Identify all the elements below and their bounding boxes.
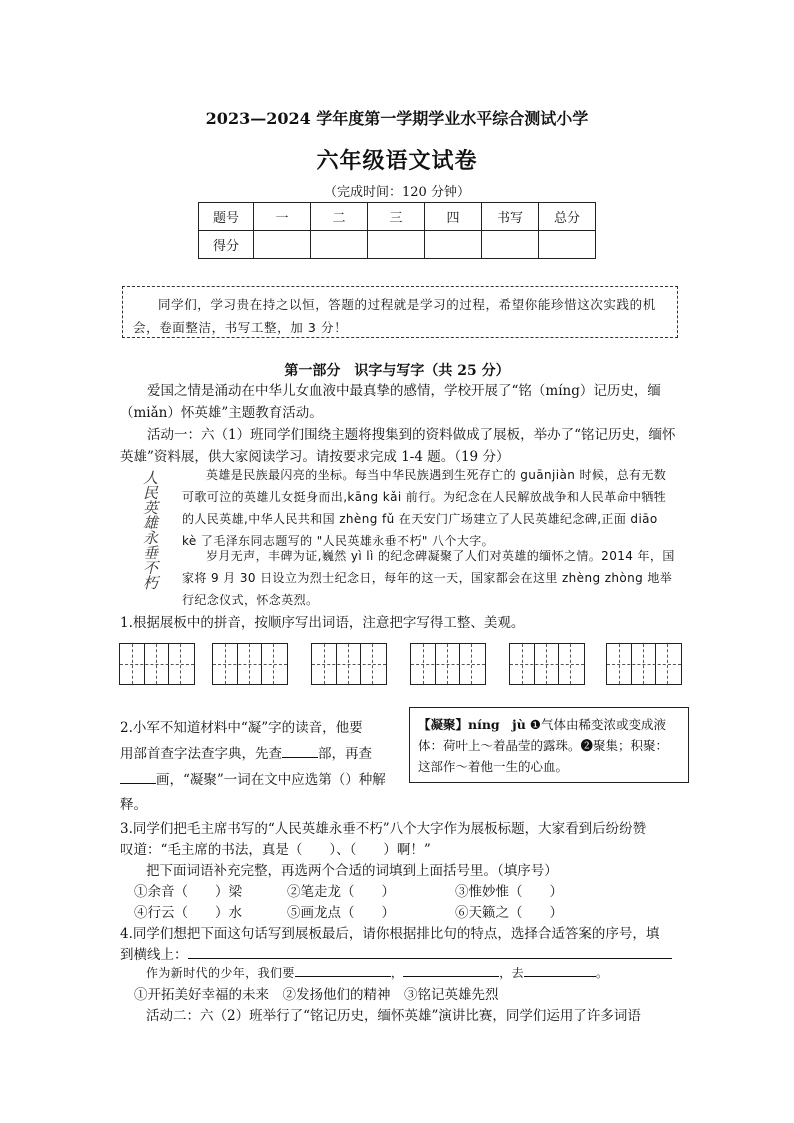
- dictionary-head: 【凝聚】níng jù: [418, 717, 526, 732]
- score-cell: 总分: [539, 203, 596, 231]
- exam-subtitle: 六年级语文试卷: [316, 148, 478, 174]
- score-input-cell[interactable]: [539, 231, 596, 259]
- score-cell: 题号: [199, 203, 254, 231]
- board-paragraph-2: 岁月无声，丰碑为证,巍然 yì lì 的纪念碑凝聚了人们对英雄的缅怀之情。2014 年，国家将 9 月 30 日设立为烈士纪念日，每年的这一天，国家都会在这里 zhèng zhòng 地举行纪念仪式，怀念英烈。: [182, 549, 675, 607]
- question-2-line-1: 2.小军不知道材料中“凝”字的读音，他要: [120, 720, 363, 736]
- notice-box: [122, 286, 678, 338]
- q4-text: 。: [596, 966, 609, 980]
- score-input-cell[interactable]: [311, 231, 368, 259]
- score-cell: 书写: [482, 203, 539, 231]
- score-input-cell[interactable]: [482, 231, 539, 259]
- q2-text: 部，再查: [318, 746, 372, 762]
- score-table-score-row: [199, 231, 596, 259]
- question-4-sentence: [146, 962, 608, 984]
- score-table: [198, 202, 596, 259]
- section-heading: 第一部分 识字与写字（共 25 分）: [284, 363, 510, 379]
- writing-grid[interactable]: [606, 643, 682, 685]
- calligraphy-text: 人民英雄永垂不朽: [141, 470, 159, 590]
- q2-text: 用部首查字法查字典，先查: [120, 746, 282, 762]
- dictionary-definition: ❶气体由稀变浓或变成液体：荷叶上～着晶莹的露珠。❷聚集；积聚：这部作～着他一生的心血。: [418, 717, 669, 774]
- question-3-line-1: 3.同学们把毛主席书写的“人民英雄永垂不朽”八个大字作为展板标题，大家看到后纷纷赞: [120, 821, 647, 837]
- sentence-blank[interactable]: [524, 962, 596, 977]
- question-3-line-2: 叹道：“毛主席的书法，真是（ ）、（ ）啊！”: [120, 842, 431, 858]
- q2-text: ）种解: [345, 772, 386, 788]
- exam-time: （完成时间：120 分钟）: [324, 185, 470, 200]
- dictionary-entry-box: [409, 707, 689, 783]
- q3-option[interactable]: ⑥天籁之（ ）: [455, 905, 563, 921]
- score-cell: 得分: [199, 231, 254, 259]
- question-4-options: ①开拓美好幸福的未来 ②发扬他们的精神 ③铭记英雄先烈: [134, 987, 499, 1003]
- exam-header-title: 2023—2024 学年度第一学期学业水平综合测试小学: [205, 109, 589, 128]
- score-cell: 一: [254, 203, 311, 231]
- activity-two-paragraph: 活动二：六（2）班举行了“铭记历史，缅怀英雄”演讲比赛，同学们运用了许多词语: [146, 1008, 641, 1024]
- q3-option[interactable]: ①余音（ ）梁: [134, 884, 242, 900]
- sentence-blank[interactable]: [295, 962, 391, 977]
- calligraphy-image: [132, 470, 168, 590]
- intro-paragraph: 爱国之情是涌动在中华儿女血液中最真挚的感情，学校开展了“铭（míng）记历史，缅（miǎn）怀英雄”主题教育活动。: [120, 383, 661, 421]
- q3-option[interactable]: ③惟妙惟（ ）: [455, 884, 563, 900]
- activity-one-paragraph: 活动一：六（1）班同学们围绕主题将搜集到的资料做成了展板，举办了“铭记历史，缅怀英雄”资料展，供大家阅读学习。请按要求完成 1-4 题。（19 分）: [120, 427, 676, 465]
- writing-grid[interactable]: [410, 643, 486, 685]
- writing-grid[interactable]: [311, 643, 387, 685]
- q4-text: ，去: [499, 966, 525, 980]
- q2-text: 画，“凝聚”一词在文中应选第（: [156, 772, 346, 788]
- stroke-count-blank[interactable]: [120, 769, 156, 784]
- board-paragraph-1: 英雄是民族最闪亮的坐标。每当中华民族遇到生死存亡的 guānjiàn 时候，总有无数可歌可泣的英雄儿女挺身而出,kāng kǎi 前行。为纪念在人民解放战争和人民革命中牺牲的人民英雄,中华人民共和国 zhèng fǔ 在天安门广场建立了人民英雄纪念碑,正面 diāo kè 了毛泽东同志题写的 "人民英雄永垂不朽" 八个大字。: [182, 468, 667, 548]
- score-input-cell[interactable]: [368, 231, 425, 259]
- q3-option[interactable]: ②笔走龙（ ）: [287, 884, 395, 900]
- question-1: 1.根据展板中的拼音，按顺序写出词语，注意把字写得工整、美观。: [120, 615, 525, 631]
- question-3-line-3: 把下面词语补充完整，再选两个合适的词填到上面括号里。（填序号）: [146, 863, 558, 879]
- dictionary-entry: [418, 714, 680, 777]
- sentence-blank[interactable]: [403, 962, 499, 977]
- question-2-line-4: 释。: [120, 797, 147, 813]
- score-input-cell[interactable]: [425, 231, 482, 259]
- q4-text: 到横线上：: [120, 947, 188, 963]
- score-table-header-row: [199, 203, 596, 231]
- calligraphy-svg: [132, 470, 168, 596]
- q4-text: ，: [390, 966, 404, 980]
- writing-grid[interactable]: [212, 643, 288, 685]
- writing-grid[interactable]: [119, 643, 195, 685]
- q3-option[interactable]: ④行云（ ）水: [134, 905, 242, 921]
- score-input-cell[interactable]: [254, 231, 311, 259]
- q3-option[interactable]: ⑤画龙点（ ）: [287, 905, 395, 921]
- score-cell: 四: [425, 203, 482, 231]
- score-cell: 三: [368, 203, 425, 231]
- question-2-line-3: [120, 768, 386, 788]
- score-cell: 二: [311, 203, 368, 231]
- radical-blank[interactable]: [282, 743, 318, 758]
- question-4-line-2: [120, 943, 672, 963]
- q4-text: 作为新时代的少年，我们要: [146, 966, 295, 980]
- notice-text: 同学们，学习贵在持之以恒，答题的过程就是学习的过程，希望你能珍惜这次实践的机会，卷面整洁，书写工整，加 3 分！: [133, 297, 656, 335]
- question-2-line-2: [120, 742, 372, 762]
- writing-grid[interactable]: [509, 643, 585, 685]
- question-4-line-1: 4.同学们想把下面这句话写到展板最后，请你根据排比句的特点，选择合适答案的序号，填: [120, 926, 660, 942]
- answer-line[interactable]: [188, 944, 672, 959]
